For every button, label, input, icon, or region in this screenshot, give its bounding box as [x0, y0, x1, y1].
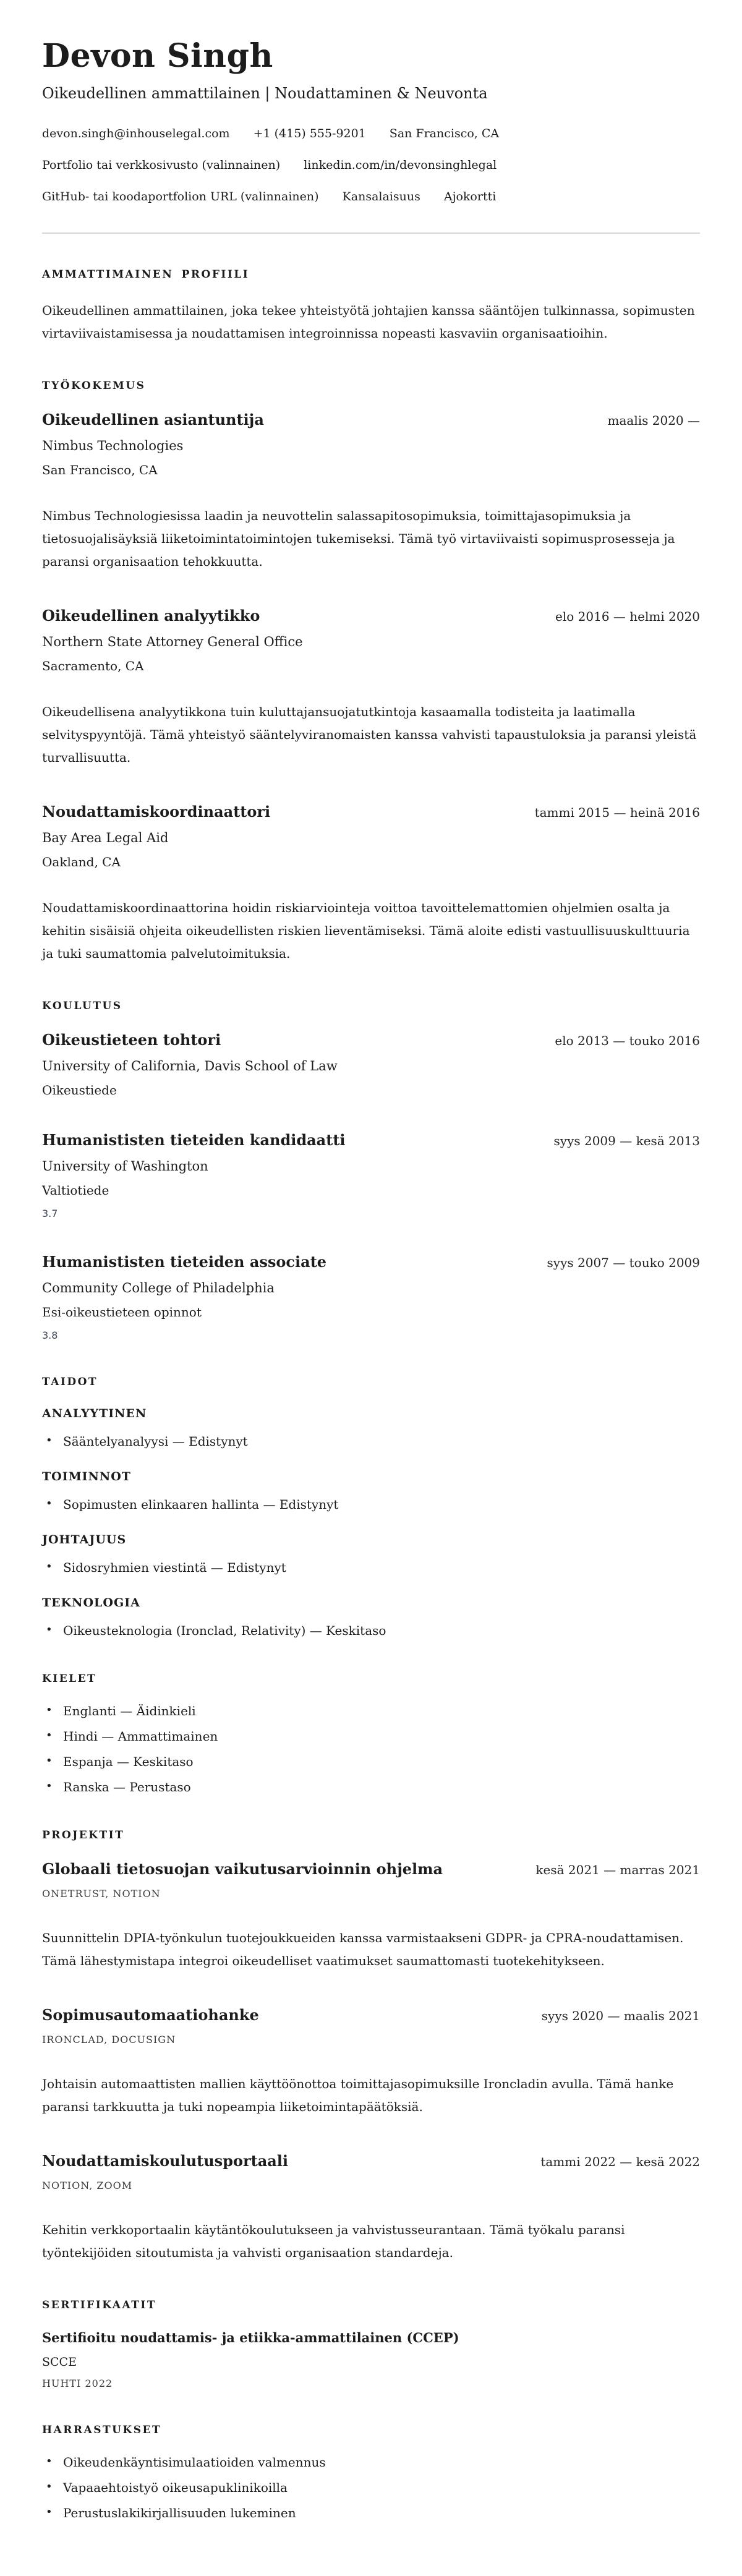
education-dates: elo 2013 — touko 2016: [555, 1033, 700, 1049]
job-dates: tammi 2015 — heinä 2016: [534, 805, 700, 821]
job-entry: [42, 411, 700, 573]
certification-name: Sertifioitu noudattamis- ja etiikka-ammattilainen (CCEP): [42, 2330, 459, 2346]
language-item: [42, 1754, 700, 1769]
section-certifications: [42, 2299, 700, 2389]
education-entry: [42, 1253, 700, 1341]
driving-license-label: Ajokortti: [443, 190, 497, 204]
gpa-value: 3.7: [42, 1208, 58, 1220]
skill-item: [42, 1434, 700, 1449]
skill-item-label: Oikeusteknologia (Ironclad, Relativity) — Keskitaso: [63, 1623, 386, 1639]
certification-date: HUHTI 2022: [42, 2378, 113, 2390]
job-location: San Francisco, CA: [42, 463, 158, 478]
hobby-list: [42, 2455, 700, 2520]
header-divider: [42, 232, 700, 234]
section-hobbies: [42, 2424, 700, 2520]
hobby-item: [42, 2506, 700, 2520]
job-head: [42, 803, 700, 821]
hobby-item-label: Vapaaehtoistyö oikeusapuklinikoilla: [63, 2480, 288, 2496]
job-title: Oikeudellinen analyytikko: [42, 607, 260, 625]
language-list: [42, 1704, 700, 1794]
section-heading: TYÖKOKEMUS: [42, 380, 146, 393]
project-description: Kehitin verkkoportaalin käytäntökoulutukseen ja vahvistusseurantaan. Tämä työkalu paransi työntekijöiden sitoutumista ja vahvisti organisaation standardeja.: [42, 2222, 625, 2261]
section-heading: PROJEKTIT: [42, 1829, 125, 1842]
job-description: Nimbus Technologiesissa laadin ja neuvottelin salassapitosopimuksia, toimittajasopimuksia ja tietosuojalisäyksiä liiketoimintatoimintojen tukemiseksi. Tämä työ virtaviivaisti sopimusprosesseja ja paransi organisaation tehokkuutta.: [42, 508, 675, 569]
section-heading: KOULUTUS: [42, 1000, 122, 1013]
project-dates: kesä 2021 — marras 2021: [535, 1862, 700, 1878]
skill-category-heading: TEKNOLOGIA: [42, 1596, 140, 1610]
job-head: [42, 607, 700, 625]
job-dates: elo 2016 — helmi 2020: [555, 609, 700, 625]
job-head: [42, 411, 700, 429]
education-head: [42, 1131, 700, 1149]
education-entry: [42, 1131, 700, 1219]
language-item: [42, 1729, 700, 1744]
profile-text: Oikeudellinen ammattilainen, joka tekee yhteistyötä johtajien kanssa sääntöjen tulkinnassa, sopimusten virtaviivaistamisessa ja noudattamisen integroinnissa nopeasti kasvaviin organisaatioihin.: [42, 303, 695, 341]
gpa-value: 3.8: [42, 1329, 58, 1342]
person-headline: Oikeudellinen ammattilainen | Noudattaminen & Neuvonta: [42, 85, 488, 103]
skill-item-label: Sääntelyanalyysi — Edistynyt: [63, 1434, 248, 1449]
job-company: Nimbus Technologies: [42, 438, 184, 454]
project-entry: [42, 2152, 700, 2264]
section-heading: TAIDOT: [42, 1376, 98, 1389]
education-dates: syys 2009 — kesä 2013: [553, 1133, 700, 1149]
hobby-item-label: Oikeudenkäyntisimulaatioiden valmennus: [63, 2455, 326, 2470]
github-placeholder: GitHub- tai koodaportfolion URL (valinnainen): [42, 190, 319, 204]
degree-title: Humanististen tieteiden kandidaatti: [42, 1131, 346, 1149]
project-description: Suunnittelin DPIA-työnkulun tuotejoukkueiden kanssa varmistaakseni GDPR- ja CPRA-noudattamisen. Tämä lähestymistapa integroi oikeudelliset vaatimukset saumattomasti tuotekehitykseen.: [42, 1930, 684, 1969]
portfolio-placeholder: Portfolio tai verkkosivusto (valinnainen): [42, 158, 281, 173]
certification-entry: [42, 2330, 700, 2389]
person-name: Devon Singh: [42, 37, 273, 75]
project-tools: IRONCLAD, DOCUSIGN: [42, 2034, 176, 2046]
skill-list: [42, 1623, 700, 1638]
project-title: Noudattamiskoulutusportaali: [42, 2152, 289, 2170]
project-title: Globaali tietosuojan vaikutusarvioinnin ohjelma: [42, 1860, 443, 1879]
section-skills: [42, 1376, 700, 1638]
linkedin-url: linkedin.com/in/devonsinghlegal: [304, 158, 497, 173]
hobby-item: [42, 2455, 700, 2470]
location-text: San Francisco, CA: [389, 127, 500, 141]
hobby-item: [42, 2480, 700, 2495]
phone-text: +1 (415) 555-9201: [253, 127, 366, 141]
project-title: Sopimusautomaatiohanke: [42, 2006, 259, 2024]
contact-row-2: [42, 158, 700, 172]
section-heading: SERTIFIKAATIT: [42, 2299, 156, 2312]
skill-item: [42, 1623, 700, 1638]
project-head: [42, 1860, 700, 1878]
school-name: University of California, Davis School of Law: [42, 1059, 338, 1074]
field-of-study: Esi-oikeustieteen opinnot: [42, 1305, 202, 1320]
job-description: Noudattamiskoordinaattorina hoidin riskiarviointeja voittoa tavoittelemattomien ohjelmien osalta ja kehitin sisäisiä ohjeita oikeudellisten riskien lieventämiseksi. Tämä aloite edisti vastuullisuuskulttuuria ja tuki saumattomia palvelutoimituksia.: [42, 900, 690, 962]
job-company: Bay Area Legal Aid: [42, 830, 169, 846]
language-item-label: Hindi — Ammattimainen: [63, 1729, 218, 1744]
degree-title: Humanististen tieteiden associate: [42, 1253, 327, 1271]
job-title: Oikeudellinen asiantuntija: [42, 411, 264, 429]
citizenship-label: Kansalaisuus: [342, 190, 420, 204]
job-location: Sacramento, CA: [42, 659, 144, 674]
skill-list: [42, 1497, 700, 1512]
job-description: Oikeudellisena analyytikkona tuin kuluttajansuojatutkintoja kasaamalla todisteita ja laatimalla selvityspyyntöjä. Tämä yhteistyö sääntelyviranomaisten kanssa vahvisti tapaustuloksia ja paransi yleistä turvallisuutta.: [42, 704, 697, 766]
skill-item-label: Sopimusten elinkaaren hallinta — Edistynyt: [63, 1497, 339, 1512]
skill-item-label: Sidosryhmien viestintä — Edistynyt: [63, 1560, 286, 1576]
section-heading: KIELET: [42, 1673, 97, 1686]
certification-issuer: SCCE: [42, 2355, 77, 2369]
project-dates: syys 2020 — maalis 2021: [541, 2008, 700, 2024]
language-item: [42, 1704, 700, 1718]
field-of-study: Oikeustiede: [42, 1083, 117, 1098]
contact-row-3: [42, 190, 700, 203]
language-item: [42, 1780, 700, 1794]
job-dates: maalis 2020 —: [607, 413, 700, 429]
job-entry: [42, 607, 700, 769]
email-text: devon.singh@inhouselegal.com: [42, 127, 230, 141]
project-description: Johtaisin automaattisten mallien käyttöönottoa toimittajasopimuksille Ironcladin avulla. Tämä hanke paransi tarkkuutta ja tuki nopeampia liiketoimintapäätöksiä.: [42, 2076, 674, 2115]
education-head: [42, 1031, 700, 1049]
project-entry: [42, 1860, 700, 1973]
skill-category-heading: ANALYYTINEN: [42, 1407, 147, 1421]
job-title: Noudattamiskoordinaattori: [42, 803, 271, 821]
skill-item: [42, 1497, 700, 1512]
education-entry: [42, 1031, 700, 1098]
project-tools: NOTION, ZOOM: [42, 2180, 133, 2192]
language-item-label: Ranska — Perustaso: [63, 1780, 191, 1795]
school-name: University of Washington: [42, 1159, 208, 1174]
project-dates: tammi 2022 — kesä 2022: [540, 2154, 700, 2170]
school-name: Community College of Philadelphia: [42, 1281, 275, 1296]
education-dates: syys 2007 — touko 2009: [547, 1255, 700, 1271]
language-item-label: Espanja — Keskitaso: [63, 1754, 194, 1770]
hobby-item-label: Perustuslakikirjallisuuden lukeminen: [63, 2506, 296, 2521]
section-profile: [42, 268, 700, 345]
job-location: Oakland, CA: [42, 855, 121, 870]
section-heading: AMMATTIMAINEN PROFIILI: [42, 268, 250, 281]
project-tools: ONETRUST, NOTION: [42, 1888, 161, 1900]
degree-title: Oikeustieteen tohtori: [42, 1031, 221, 1049]
section-experience: [42, 380, 700, 965]
skill-item: [42, 1560, 700, 1575]
skill-list: [42, 1560, 700, 1575]
skill-list: [42, 1434, 700, 1449]
project-entry: [42, 2006, 700, 2118]
job-company: Northern State Attorney General Office: [42, 634, 303, 650]
education-head: [42, 1253, 700, 1271]
contact-row-1: [42, 127, 700, 140]
job-entry: [42, 803, 700, 965]
project-head: [42, 2006, 700, 2024]
section-heading: HARRASTUKSET: [42, 2424, 162, 2437]
section-education: [42, 1000, 700, 1341]
resume-header: [42, 38, 700, 234]
section-languages: [42, 1673, 700, 1794]
field-of-study: Valtiotiede: [42, 1183, 109, 1198]
skill-category-heading: TOIMINNOT: [42, 1470, 131, 1484]
language-item-label: Englanti — Äidinkieli: [63, 1704, 196, 1719]
skill-category-heading: JOHTAJUUS: [42, 1533, 127, 1547]
section-projects: [42, 1829, 700, 2264]
project-head: [42, 2152, 700, 2170]
